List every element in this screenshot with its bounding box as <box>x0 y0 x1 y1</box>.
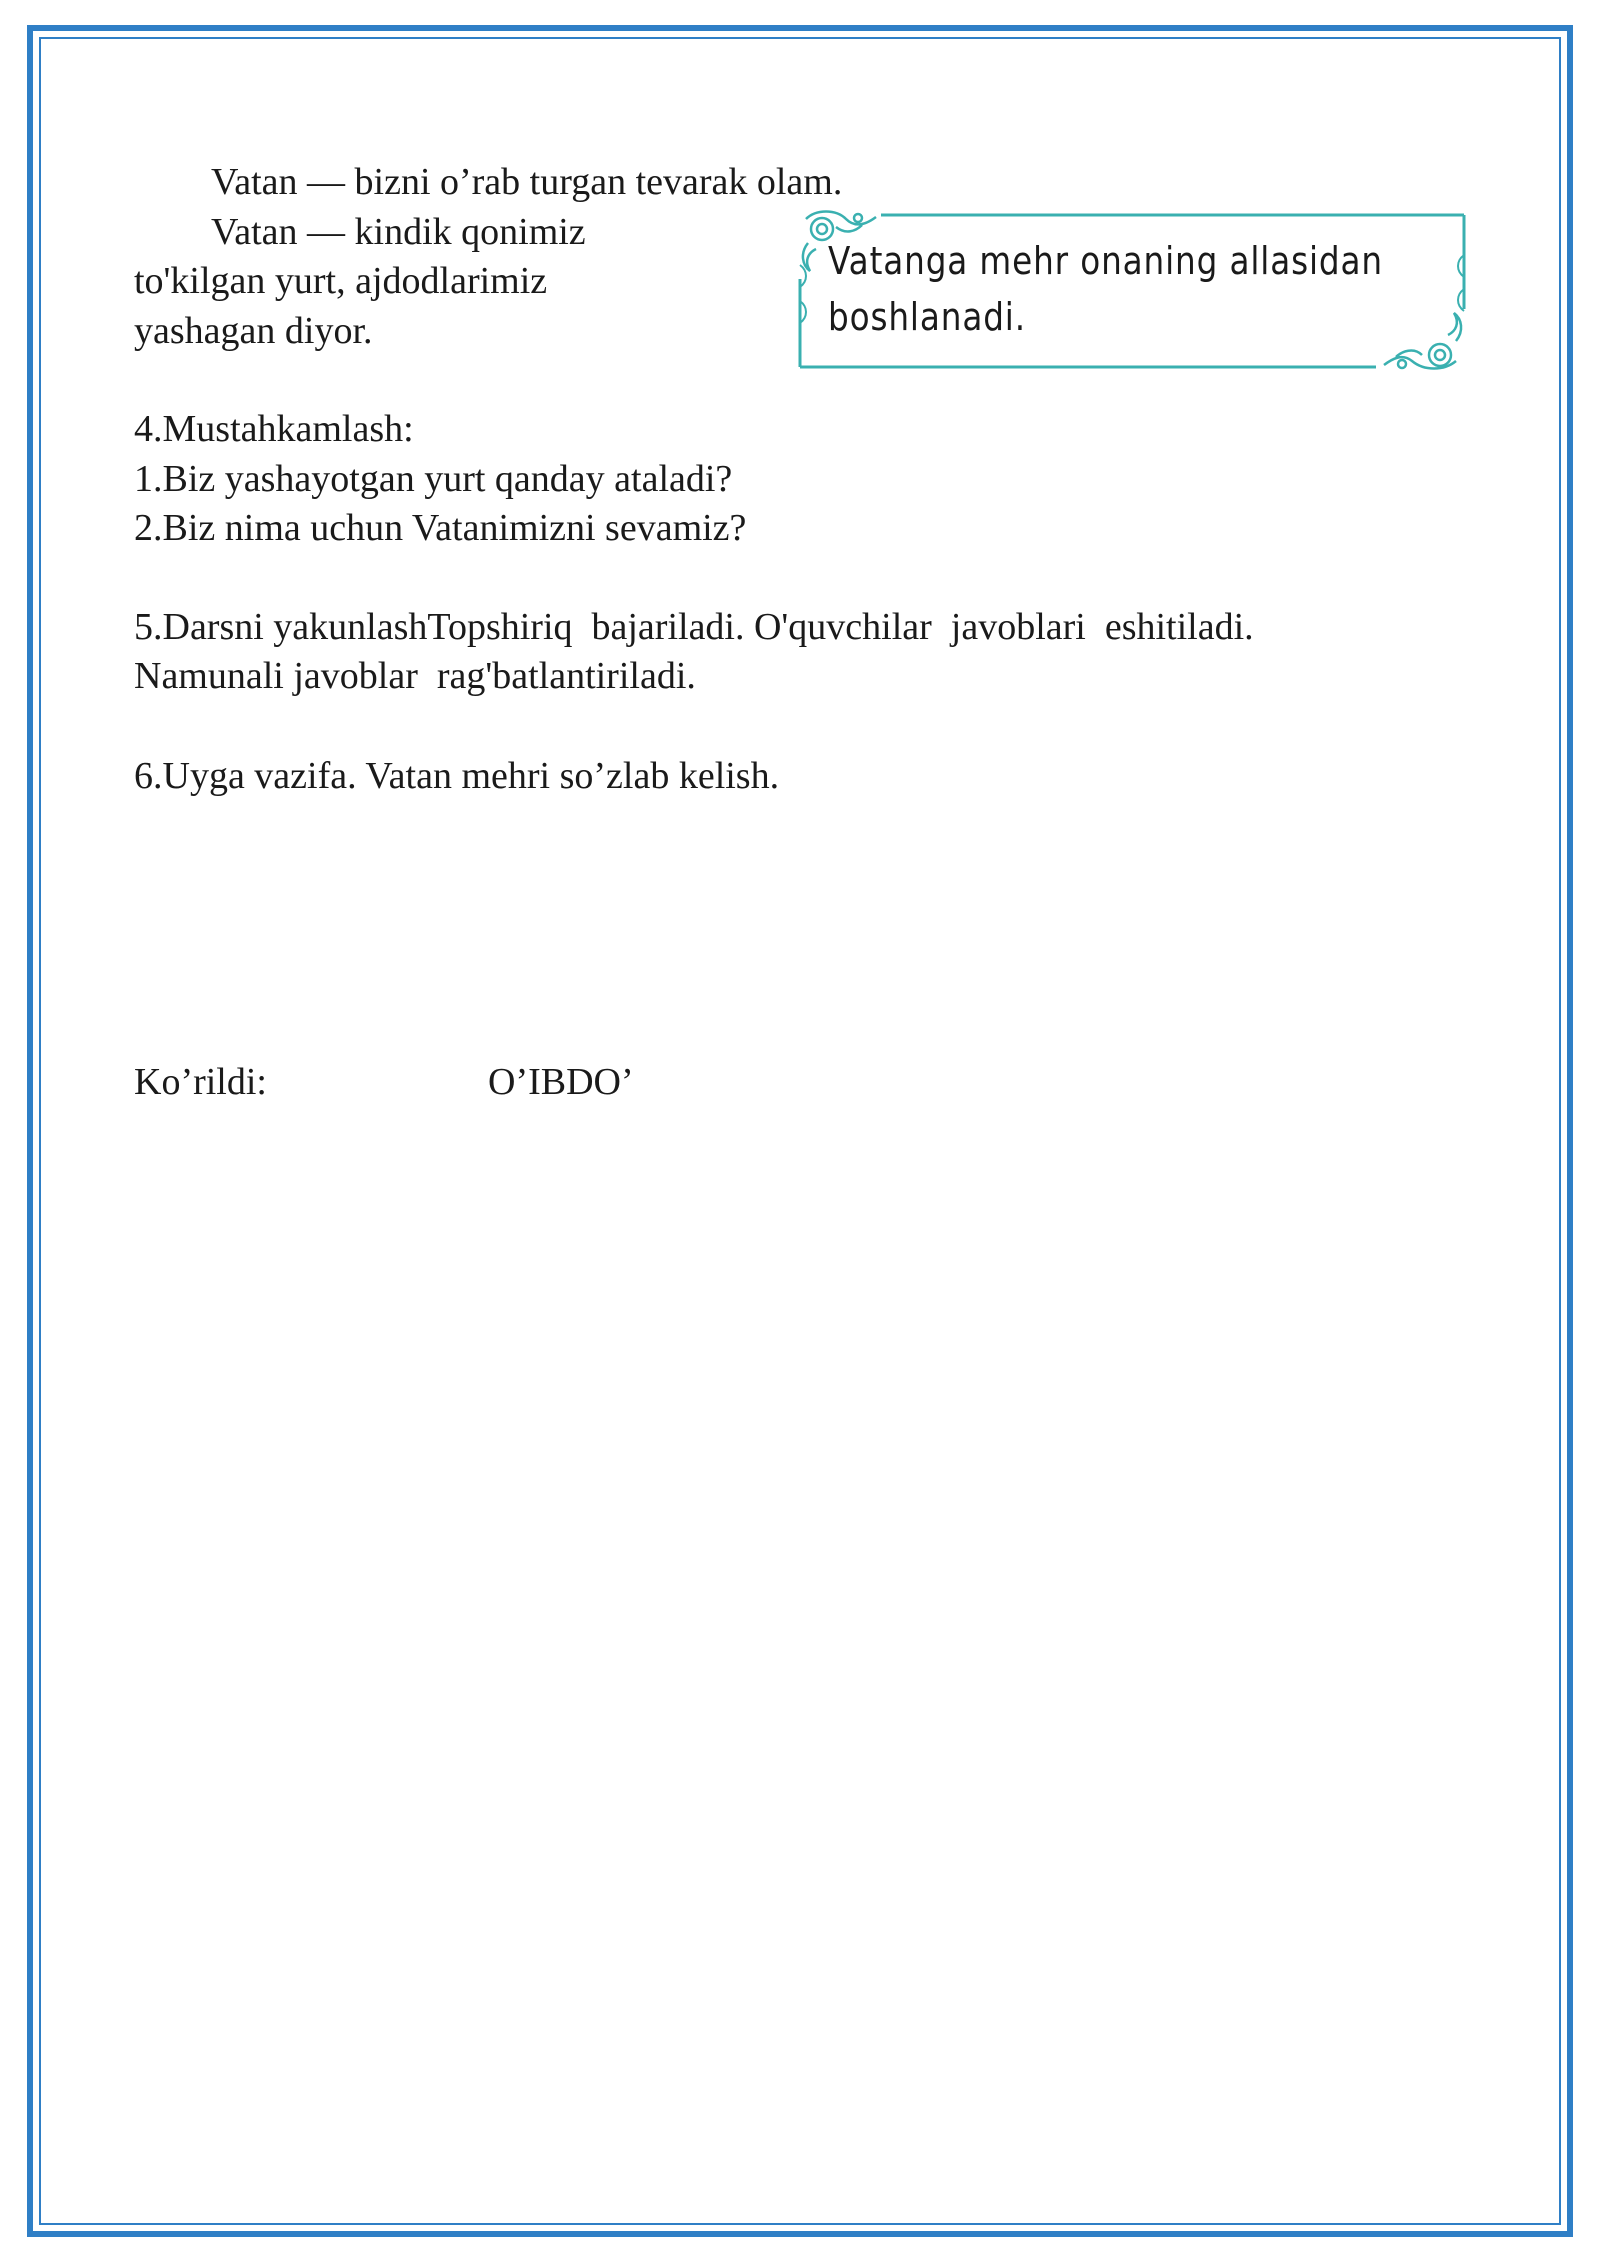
ornament-bottom-right-icon <box>1384 313 1461 369</box>
section5-line-2: Namunali javoblar rag'batlantiriladi. <box>134 655 696 697</box>
footer-checked-label: Ko’rildi: <box>134 1061 267 1103</box>
intro-line-3: to'kilgan yurt, ajdodlarimiz <box>134 260 548 302</box>
section5-line-1: 5.Darsni yakunlashTopshiriq bajariladi. O'quvchilar javoblari eshitiladi. <box>134 606 1254 648</box>
intro-line-2: Vatan — kindik qonimiz <box>211 211 586 253</box>
section6-homework: 6.Uyga vazifa. Vatan mehri so’zlab kelish. <box>134 755 780 797</box>
quote-callout <box>796 209 1468 372</box>
section4-heading: 4.Mustahkamlash: <box>134 408 414 450</box>
intro-line-4: yashagan diyor. <box>134 310 373 352</box>
callout-quote-text <box>828 233 1384 345</box>
footer-organization: O’IBDO’ <box>488 1061 634 1103</box>
callout-line-1: Vatanga mehr onaning allasidan <box>828 239 1384 283</box>
callout-line-2: boshlanadi. <box>828 295 1027 339</box>
section4-question-1: 1.Biz yashayotgan yurt qanday ataladi? <box>134 458 733 500</box>
intro-line-1: Vatan — bizni o’rab turgan tevarak olam. <box>211 161 843 203</box>
section4-question-2: 2.Biz nima uchun Vatanimizni sevamiz? <box>134 507 747 549</box>
